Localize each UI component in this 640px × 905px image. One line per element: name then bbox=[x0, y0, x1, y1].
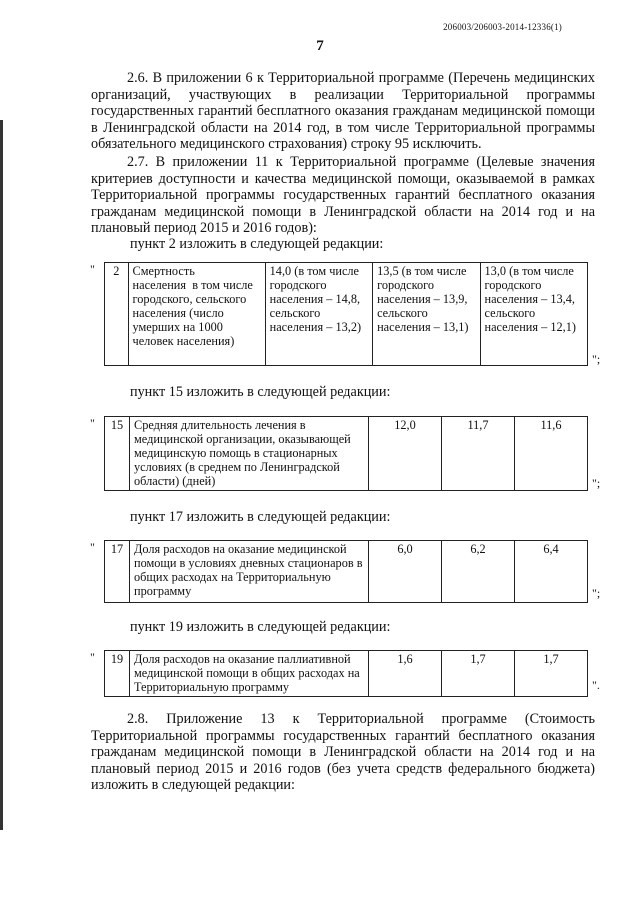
value-2014: 14,0 (в том числе городского населения – 14,8, сельского населения – 13,2) bbox=[265, 263, 372, 366]
value-2014: 6,0 bbox=[369, 541, 442, 603]
close-quote: "; bbox=[592, 586, 601, 600]
row15-intro: пункт 15 изложить в следующей редакции: bbox=[130, 384, 391, 400]
value-2015: 11,7 bbox=[442, 417, 515, 491]
scan-margin-line bbox=[0, 120, 3, 830]
table-row bbox=[105, 651, 588, 697]
value-2016: 11,6 bbox=[515, 417, 588, 491]
row-number: 17 bbox=[105, 541, 130, 603]
open-quote: " bbox=[90, 416, 95, 430]
row19-intro: пункт 19 изложить в следующей редакции: bbox=[130, 619, 391, 635]
document-id: 206003/206003-2014-12336(1) bbox=[443, 22, 562, 32]
value-2016: 6,4 bbox=[515, 541, 588, 603]
value-2015: 1,7 bbox=[442, 651, 515, 697]
row2-intro: пункт 2 изложить в следующей редакции: bbox=[130, 236, 384, 252]
close-quote: "; bbox=[592, 476, 601, 490]
table-row-2 bbox=[104, 262, 588, 366]
table-row-15 bbox=[104, 416, 588, 491]
value-2015: 6,2 bbox=[442, 541, 515, 603]
table-row bbox=[105, 263, 588, 366]
table-row-19 bbox=[104, 650, 588, 697]
value-2016: 13,0 (в том числе городского населения – 13,4, сельского населения – 12,1) bbox=[480, 263, 587, 366]
row-number: 2 bbox=[105, 263, 129, 366]
row-number: 19 bbox=[105, 651, 130, 697]
paragraph-2-6: 2.6. В приложении 6 к Территориальной программе (Перечень медицинских организаций, участвующих в реализации Территориальной программы государственных гарантий бесплатного оказания гражданам медицинской помощи в Ленинградской области на 2014 год, в том числе Территориальной программы обязательного медицинского страхования) строку 95 исключить. bbox=[91, 70, 595, 153]
open-quote: " bbox=[90, 650, 95, 664]
open-quote: " bbox=[90, 262, 95, 276]
value-2015: 13,5 (в том числе городского населения – 13,9, сельского населения – 13,1) bbox=[373, 263, 480, 366]
row-label: Доля расходов на оказание медицинской помощи в условиях дневных стационаров в общих расходах на Территориальную программу bbox=[130, 541, 369, 603]
close-quote: ". bbox=[592, 678, 600, 692]
row-label: Доля расходов на оказание паллиативной медицинской помощи в общих расходах на Территориальную программу bbox=[130, 651, 369, 697]
table-row bbox=[105, 417, 588, 491]
page-number: 7 bbox=[316, 38, 324, 54]
table-row-17 bbox=[104, 540, 588, 603]
row17-intro: пункт 17 изложить в следующей редакции: bbox=[130, 509, 391, 525]
value-2016: 1,7 bbox=[515, 651, 588, 697]
open-quote: " bbox=[90, 540, 95, 554]
row-label: Средняя длительность лечения в медицинской организации, оказывающей медицинскую помощь в стационарных условиях (в среднем по Ленинградской области) (дней) bbox=[130, 417, 369, 491]
table-row bbox=[105, 541, 588, 603]
row-label: Смертность населения в том числе городского, сельского населения (число умерших на 1000 человек населения) bbox=[128, 263, 265, 366]
value-2014: 1,6 bbox=[369, 651, 442, 697]
value-2014: 12,0 bbox=[369, 417, 442, 491]
close-quote: "; bbox=[592, 352, 601, 366]
paragraph-2-8: 2.8. Приложение 13 к Территориальной программе (Стоимость Территориальной программы государственных гарантий бесплатного оказания гражданам медицинской помощи в Ленинградской области на 2014 год и на плановый период 2015 и 2016 годов (без учета средств федерального бюджета) изложить в следующей редакции: bbox=[91, 711, 595, 794]
row-number: 15 bbox=[105, 417, 130, 491]
paragraph-2-7: 2.7. В приложении 11 к Территориальной программе (Целевые значения критериев доступности и качества медицинской помощи, оказываемой в рамках Территориальной программы государственных гарантий бесплатного оказания гражданам медицинской помощи в Ленинградской области на 2014 год и на плановый период 2015 и 2016 годов): bbox=[91, 154, 595, 237]
